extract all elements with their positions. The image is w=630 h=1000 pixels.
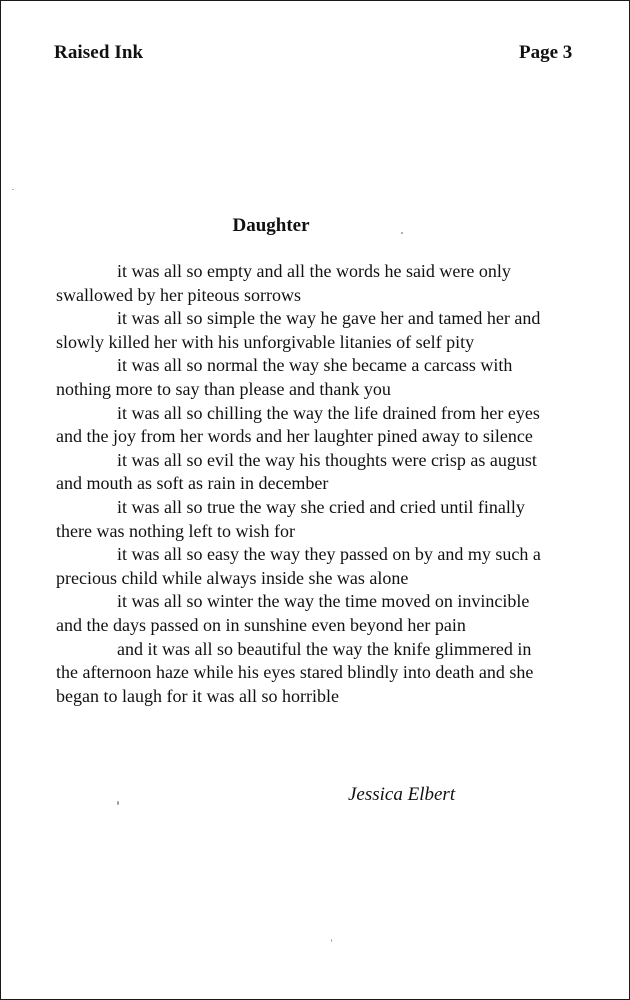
stanza-2 bbox=[56, 307, 586, 354]
scan-speck bbox=[117, 801, 119, 805]
page-number: Page 3 bbox=[519, 42, 573, 63]
stanza-line: there was nothing left to wish for bbox=[56, 520, 295, 541]
stanza-9 bbox=[56, 638, 586, 709]
stanza-5 bbox=[56, 449, 586, 496]
stanza-line: precious child while always inside she was alone bbox=[56, 567, 409, 588]
stanza-1 bbox=[56, 260, 586, 307]
stanza-4 bbox=[56, 402, 586, 449]
stanza-3 bbox=[56, 354, 586, 401]
poem-title: Daughter bbox=[232, 215, 310, 236]
stanza-line: it was all so chilling the way the life drained from her eyes bbox=[117, 402, 540, 423]
author-signature: Jessica Elbert bbox=[348, 784, 456, 805]
stanza-8 bbox=[56, 590, 586, 637]
stanza-line: began to laugh for it was all so horrible bbox=[56, 685, 339, 706]
stanza-line: it was all so simple the way he gave her and tamed her and bbox=[117, 308, 541, 329]
stanza-line: it was all so normal the way she became a carcass with bbox=[117, 355, 513, 376]
stanza-7 bbox=[56, 543, 586, 590]
stanza-line: slowly killed her with his unforgivable litanies of self pity bbox=[56, 331, 475, 352]
stanza-line: and mouth as soft as rain in december bbox=[56, 473, 329, 494]
stanza-line: and it was all so beautiful the way the knife glimmered in bbox=[117, 638, 532, 659]
publication-title: Raised Ink bbox=[54, 42, 144, 63]
poem-body bbox=[56, 260, 586, 708]
scan-speck bbox=[401, 232, 403, 234]
stanza-line: it was all so winter the way the time moved on invincible bbox=[117, 591, 530, 612]
stanza-line: nothing more to say than please and thank you bbox=[56, 378, 391, 399]
scan-speck bbox=[12, 189, 14, 190]
stanza-line: it was all so empty and all the words he said were only bbox=[117, 261, 511, 281]
stanza-line: it was all so evil the way his thoughts were crisp as august bbox=[117, 449, 537, 470]
stanza-line: and the joy from her words and her laughter pined away to silence bbox=[56, 426, 533, 447]
stanza-6 bbox=[56, 496, 586, 543]
stanza-line: the afternoon haze while his eyes stared blindly into death and she bbox=[56, 662, 534, 683]
stanza-line: it was all so true the way she cried and cried until finally bbox=[117, 496, 525, 517]
stanza-line: it was all so easy the way they passed on by and my such a bbox=[117, 544, 541, 565]
stanza-line: and the days passed on in sunshine even beyond her pain bbox=[56, 614, 466, 635]
stanza-line: swallowed by her piteous sorrows bbox=[56, 284, 301, 305]
scan-speck bbox=[331, 939, 332, 942]
